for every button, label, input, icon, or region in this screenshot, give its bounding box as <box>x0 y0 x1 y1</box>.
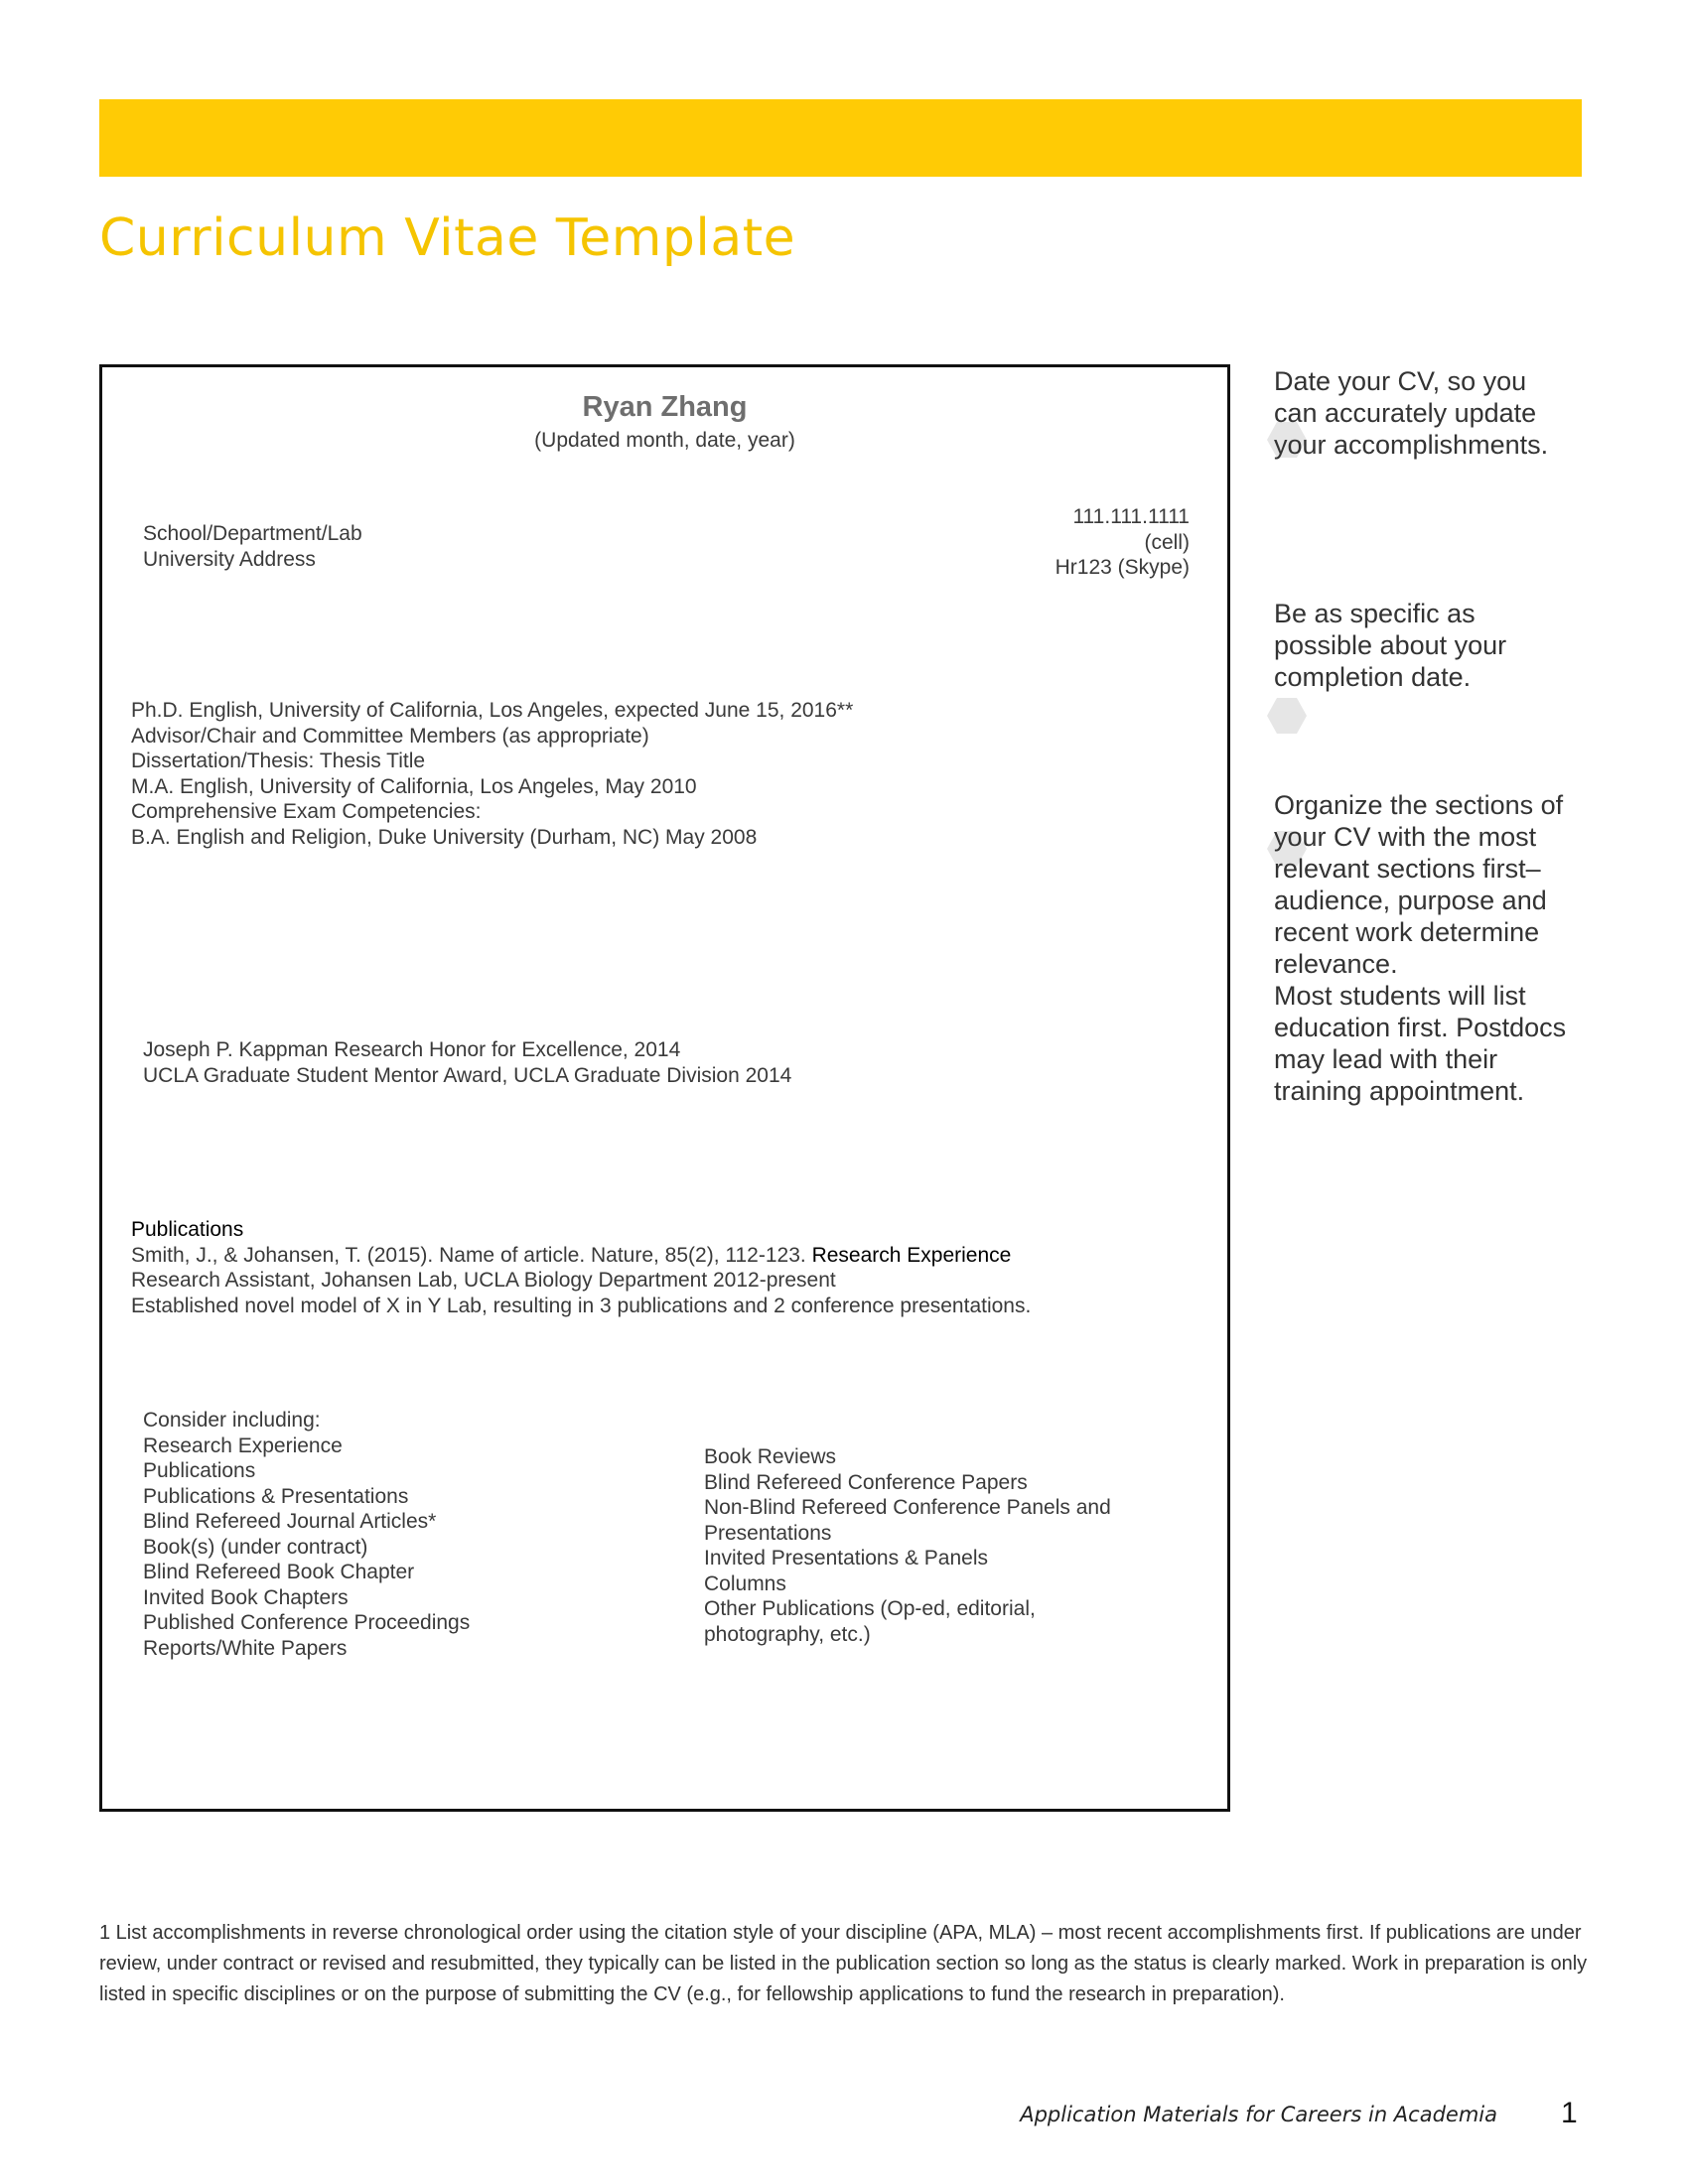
cv-awards <box>143 1037 791 1088</box>
note-line: can accurately update <box>1274 398 1537 428</box>
list-item: Blind Refereed Conference Papers <box>704 1470 1028 1494</box>
list-item: Invited Book Chapters <box>143 1585 349 1609</box>
footer-title: Application Materials for Careers in Academia <box>1020 2103 1497 2126</box>
list-item: Book Reviews <box>704 1445 837 1468</box>
note-line: relevance. <box>1274 949 1398 979</box>
page-number: 1 <box>1561 2097 1578 2129</box>
note-line: Be as specific as <box>1274 599 1476 628</box>
list-item: Invited Presentations & Panels <box>704 1547 989 1570</box>
research-line: Established novel model of X in Y Lab, resulting in 3 publications and 2 conference presentations. <box>131 1294 1032 1317</box>
list-item: Non-Blind Refereed Conference Panels and <box>704 1496 1111 1519</box>
hexagon-marker-icon <box>1267 698 1307 734</box>
cv-publications <box>131 1217 1031 1318</box>
education-line: Comprehensive Exam Competencies: <box>131 800 482 823</box>
cv-updated-date: (Updated month, date, year) <box>534 429 795 452</box>
note-line: may lead with their <box>1274 1044 1498 1074</box>
note-line: training appointment. <box>1274 1076 1525 1106</box>
consider-list-left <box>143 1408 470 1661</box>
cv-address <box>143 521 362 572</box>
note-line: Most students will list <box>1274 981 1526 1011</box>
research-experience-heading: Research Experience <box>811 1243 1012 1267</box>
list-item: Columns <box>704 1571 786 1595</box>
list-item: Research Experience <box>143 1433 343 1457</box>
cv-name: Ryan Zhang <box>582 391 748 423</box>
education-line: B.A. English and Religion, Duke University (Durham, NC) May 2008 <box>131 825 758 849</box>
note-line: recent work determine <box>1274 917 1540 947</box>
document-title: Curriculum Vitae Template <box>99 208 796 268</box>
contact-skype: Hr123 (Skype) <box>1055 556 1190 579</box>
publication-citation-row <box>131 1243 1031 1269</box>
sidebar-note-completion <box>1274 598 1592 693</box>
education-line: Dissertation/Thesis: Thesis Title <box>131 750 426 772</box>
note-line: completion date. <box>1274 662 1472 692</box>
education-line: Ph.D. English, University of California, Los Angeles, expected June 15, 2016** <box>131 699 854 722</box>
education-line: M.A. English, University of California, Los Angeles, May 2010 <box>131 774 697 798</box>
note-line: audience, purpose and <box>1274 886 1547 915</box>
list-item: Reports/White Papers <box>143 1636 348 1660</box>
cv-sample-box <box>99 364 1230 1812</box>
sidebar-note-date <box>1274 365 1592 461</box>
note-line: possible about your <box>1274 630 1507 660</box>
consider-heading: Consider including: <box>143 1409 321 1432</box>
list-item: Presentations <box>704 1521 832 1545</box>
education-line: Advisor/Chair and Committee Members (as appropriate) <box>131 724 649 748</box>
list-item: Blind Refereed Journal Articles* <box>143 1510 437 1533</box>
note-line: relevant sections first– <box>1274 854 1541 884</box>
note-line: your accomplishments. <box>1274 430 1549 460</box>
consider-list-right <box>704 1444 1111 1647</box>
list-item: Book(s) (under contract) <box>143 1535 368 1559</box>
contact-phone: 111.111.1111 <box>1072 505 1190 528</box>
note-line: education first. Postdocs <box>1274 1013 1567 1042</box>
list-item: Other Publications (Op-ed, editorial, <box>704 1597 1036 1620</box>
research-line: Research Assistant, Johansen Lab, UCLA Biology Department 2012-present <box>131 1269 836 1292</box>
address-line: University Address <box>143 547 316 571</box>
list-item: photography, etc.) <box>704 1622 871 1646</box>
note-line: your CV with the most <box>1274 822 1537 852</box>
cv-contact <box>1055 504 1190 581</box>
publication-citation: Smith, J., & Johansen, T. (2015). Name of article. Nature, 85(2), 112-123. <box>131 1243 806 1267</box>
contact-phone-type: (cell) <box>1144 530 1190 554</box>
list-item: Published Conference Proceedings <box>143 1611 471 1634</box>
list-item: Publications <box>143 1459 256 1482</box>
header-banner <box>99 99 1582 177</box>
address-line: School/Department/Lab <box>143 522 362 545</box>
list-item: Blind Refereed Book Chapter <box>143 1561 415 1583</box>
award-line: UCLA Graduate Student Mentor Award, UCLA Graduate Division 2014 <box>143 1063 792 1087</box>
note-line: Organize the sections of <box>1274 790 1564 820</box>
sidebar-note-organize <box>1274 789 1592 1107</box>
footnote: 1 List accomplishments in reverse chronological order using the citation style of your discipline (APA, MLA) – most recent accomplishments first. If publications are under review, under contract or revised and resubmitted, they typically can be listed in the publication section so long as the status is clearly marked. Work in preparation is only listed in specific disciplines or on the purpose of submitting the CV (e.g., for fellowship applications to fund the research in preparation). <box>99 1922 1588 2005</box>
publications-heading: Publications <box>131 1218 244 1241</box>
cv-education <box>131 698 853 850</box>
list-item: Publications & Presentations <box>143 1484 409 1508</box>
award-line: Joseph P. Kappman Research Honor for Excellence, 2014 <box>143 1038 681 1061</box>
note-line: Date your CV, so you <box>1274 366 1527 396</box>
